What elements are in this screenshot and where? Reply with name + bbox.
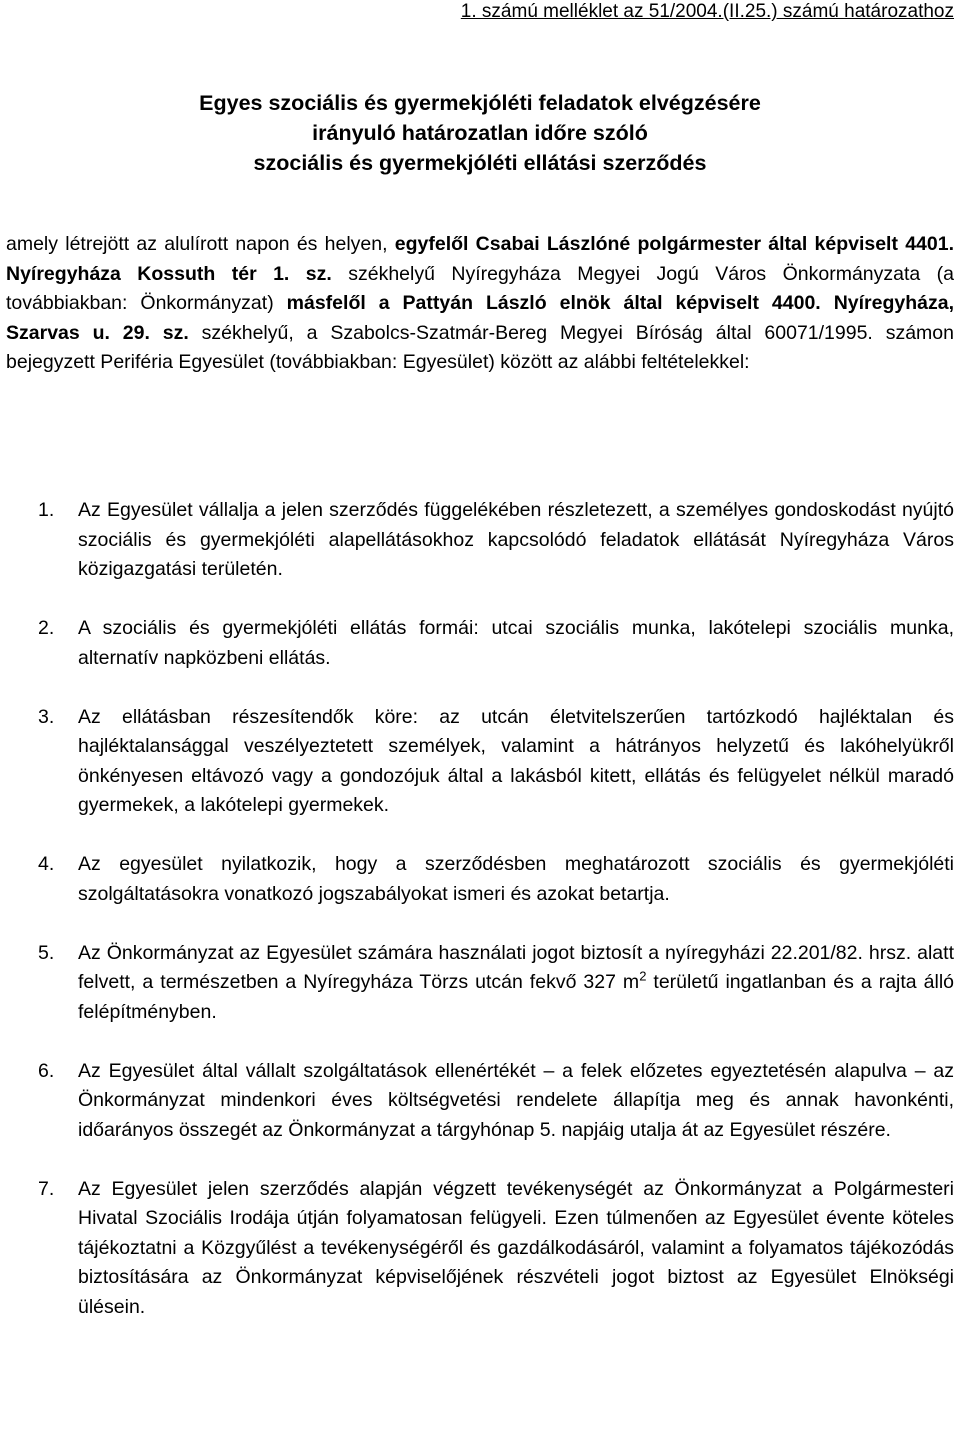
title-line-1: Egyes szociális és gyermekjóléti feladatok elvégzésére — [199, 91, 761, 115]
clause-text-after: területű ingatlanban és a rajta álló felépítményben. — [78, 971, 954, 1023]
title-line-2: irányuló határozatlan időre szóló — [312, 121, 648, 145]
clause-text: Az egyesület nyilatkozik, hogy a szerződésben meghatározott szociális és gyermekjóléti szolgáltatásokra vonatkozó jogszabályokat ismeri és azokat betartja. — [78, 853, 954, 905]
clause-number: 7. — [38, 1177, 55, 1200]
first-party-detail: székhelyű Nyíregyháza Megyei Jogú Város Önkormányzata (a továbbiakban: Önkormányzat) — [6, 262, 955, 314]
clause-text — [78, 939, 954, 1028]
clause-number: 3. — [38, 705, 55, 728]
clause-number: 1. — [38, 499, 55, 521]
area-unit-superscript: 2 — [639, 968, 647, 984]
document-title — [0, 88, 960, 178]
clause-1 — [6, 496, 954, 585]
second-party: másfelől a Pattyán László elnök által képviselt 4400. Nyíregyháza, Szarvas u. 29. sz. — [6, 292, 954, 344]
contract-preamble — [6, 230, 954, 378]
clause-number: 6. — [38, 1059, 55, 1082]
first-party: egyfelől Csabai Lászlóné polgármester által képviselt 4401. Nyíregyháza Kossuth tér 1. sz. — [6, 233, 954, 285]
clause-number: 5. — [38, 941, 55, 964]
clause-3 — [6, 703, 954, 821]
clause-4 — [6, 850, 954, 909]
clause-7 — [6, 1175, 954, 1323]
preamble-intro: amely létrejött az alulírott napon és helyen, — [6, 233, 395, 255]
clause-5 — [6, 939, 954, 1028]
annex-reference: 1. számú melléklet az 51/2004.(II.25.) számú határozathoz — [460, 1, 954, 22]
clause-6 — [6, 1057, 954, 1146]
clause-text: Az ellátásban részesítendők köre: az utcán életvitelszerűen tartózkodó hajléktalan és hajléktalansággal veszélyeztetett személyek, valamint a hátrányos helyzetű és lakóhelyükről önkényesen eltávozó vagy a gondozójuk által a lakásból kitett, ellátás és felügyelet nélkül maradó gyermekek, a lakótelepi gyermekek. — [78, 705, 954, 816]
clause-number: 4. — [38, 853, 55, 875]
clause-text: A szociális és gyermekjóléti ellátás formái: utcai szociális munka, lakótelepi szociális munka, alternatív napközbeni ellátás. — [78, 617, 954, 669]
contract-clauses — [6, 496, 954, 1352]
clause-text: Az Egyesület által vállalt szolgáltatások ellenértékét – a felek előzetes egyeztetésén alapulva – az Önkormányzat mindenkori éves költségvetési rendelete állapítja meg és annak havonkénti, időarányos összegét az Önkormányzat a tárgyhónap 5. napjáig utalja át az Egyesület részére. — [78, 1059, 954, 1141]
clause-text: Az Egyesület vállalja a jelen szerződés függelékében részletezett, a személyes gondoskodást nyújtó szociális és gyermekjóléti alapellátásokhoz kapcsolódó feladatok ellátását Nyíregyháza Város közigazgatási területén. — [78, 499, 954, 580]
clause-text-before: Az Önkormányzat az Egyesület számára használati jogot biztosít a nyíregyházi 22.201/82. hrsz. alatt felvett, a természetben a Nyíregyháza Törzs utcán fekvő 327 m — [78, 941, 954, 993]
clause-2 — [6, 614, 954, 673]
clause-text: Az Egyesület jelen szerződés alapján végzett tevékenységét az Önkormányzat a Polgármesteri Hivatal Szociális Irodája útján folyamatosan felügyeli. Ezen túlmenően az Egyesület évente köteles tájékoztatni a Közgyűlést a tevékenységéről és gazdálkodásáról, valamint a folyamatos tájékozódás biztosítására az Önkormányzat képviselőjének részvételi jogot biztost az Egyesület Elnökségi ülésein. — [78, 1177, 954, 1318]
second-party-detail: székhelyű, a Szabolcs-Szatmár-Bereg Megyei Bíróság által 60071/1995. számon bejegyzett Periféria Egyesület (továbbiakban: Egyesület) között az alábbi feltételekkel: — [6, 321, 954, 373]
clause-number: 2. — [38, 617, 55, 639]
title-line-3: szociális és gyermekjóléti ellátási szerződés — [253, 151, 707, 175]
